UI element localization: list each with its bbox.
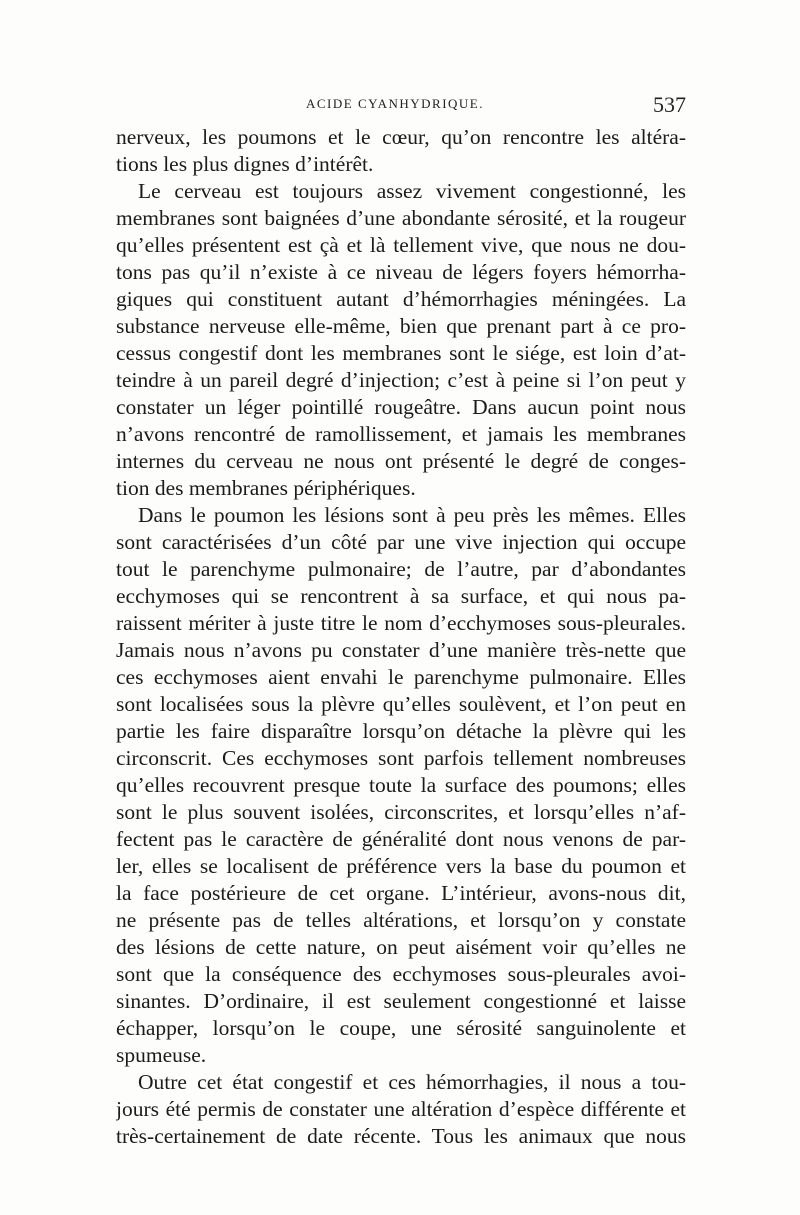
running-title: ACIDE CYANHYDRIQUE.: [306, 96, 484, 111]
text-line: sont caractérisées d’un côté par une vive injection qui occupe: [116, 530, 686, 554]
text-line: tout le parenchyme pulmonaire; de l’autre, par d’abondantes: [116, 557, 686, 581]
text-line: spumeuse.: [116, 1043, 207, 1067]
text-line: des lésions de cette nature, on peut aisément voir qu’elles ne: [116, 935, 686, 959]
text-line: tion des membranes périphériques.: [116, 476, 416, 500]
paragraph-start-line: Le cerveau est toujours assez vivement congestionné, les: [138, 179, 686, 203]
text-line: nerveux, les poumons et le cœur, qu’on rencontre les altéra-: [116, 125, 686, 149]
text-line: très-certainement de date récente. Tous les animaux que nous: [116, 1124, 686, 1148]
text-line: ces ecchymoses aient envahi le parenchyme pulmonaire. Elles: [116, 665, 686, 689]
paragraph-start-line: Dans le poumon les lésions sont à peu près les mêmes. Elles: [138, 503, 686, 527]
text-line: tions les plus dignes d’intérêt.: [116, 152, 374, 176]
paragraph-start-line: Outre cet état congestif et ces hémorrhagies, il nous a tou-: [138, 1070, 686, 1094]
text-line: internes du cerveau ne nous ont présenté le degré de conges-: [116, 449, 686, 473]
text-line: substance nerveuse elle-même, bien que prenant part à ce pro-: [116, 314, 686, 338]
text-line: circonscrit. Ces ecchymoses sont parfois tellement nombreuses: [116, 746, 686, 770]
text-line: qu’elles recouvrent presque toute la surface des poumons; elles: [116, 773, 686, 797]
text-line: jours été permis de constater une altération d’espèce différente et: [116, 1097, 686, 1121]
text-line: constater un léger pointillé rougeâtre. Dans aucun point nous: [116, 395, 686, 419]
text-line: sont que la conséquence des ecchymoses sous-pleurales avoi-: [116, 962, 686, 986]
text-line: échapper, lorsqu’on le coupe, une sérosité sanguinolente et: [116, 1016, 686, 1040]
text-line: giques qui constituent autant d’hémorrhagies méningées. La: [116, 287, 686, 311]
text-line: tons pas qu’il n’existe à ce niveau de légers foyers hémorrha-: [116, 260, 686, 284]
text-line: fectent pas le caractère de généralité dont nous venons de par-: [116, 827, 686, 851]
text-line: sinantes. D’ordinaire, il est seulement congestionné et laisse: [116, 989, 686, 1013]
text-line: la face postérieure de cet organe. L’intérieur, avons-nous dit,: [116, 881, 686, 905]
text-line: membranes sont baignées d’une abondante sérosité, et la rougeur: [116, 206, 686, 230]
page-number: 537: [653, 92, 686, 117]
text-line: partie les faire disparaître lorsqu’on détache la plèvre qui les: [116, 719, 686, 743]
running-head: [116, 92, 686, 122]
body-text: [116, 124, 686, 1150]
text-line: ler, elles se localisent de préférence vers la base du poumon et: [116, 854, 686, 878]
text-line: ne présente pas de telles altérations, et lorsqu’on y constate: [116, 908, 686, 932]
text-line: Jamais nous n’avons pu constater d’une manière très-nette que: [116, 638, 686, 662]
text-line: sont localisées sous la plèvre qu’elles soulèvent, et l’on peut en: [116, 692, 686, 716]
text-line: cessus congestif dont les membranes sont le siége, est loin d’at-: [116, 341, 686, 365]
text-line: raissent mériter à juste titre le nom d’ecchymoses sous-pleurales.: [116, 611, 686, 635]
text-line: qu’elles présentent est çà et là tellement vive, que nous ne dou-: [116, 233, 686, 257]
text-line: ecchymoses qui se rencontrent à sa surface, et qui nous pa-: [116, 584, 686, 608]
text-line: n’avons rencontré de ramollissement, et jamais les membranes: [116, 422, 686, 446]
text-line: sont le plus souvent isolées, circonscrites, et lorsqu’elles n’af-: [116, 800, 686, 824]
text-line: teindre à un pareil degré d’injection; c’est à peine si l’on peut y: [116, 368, 686, 392]
